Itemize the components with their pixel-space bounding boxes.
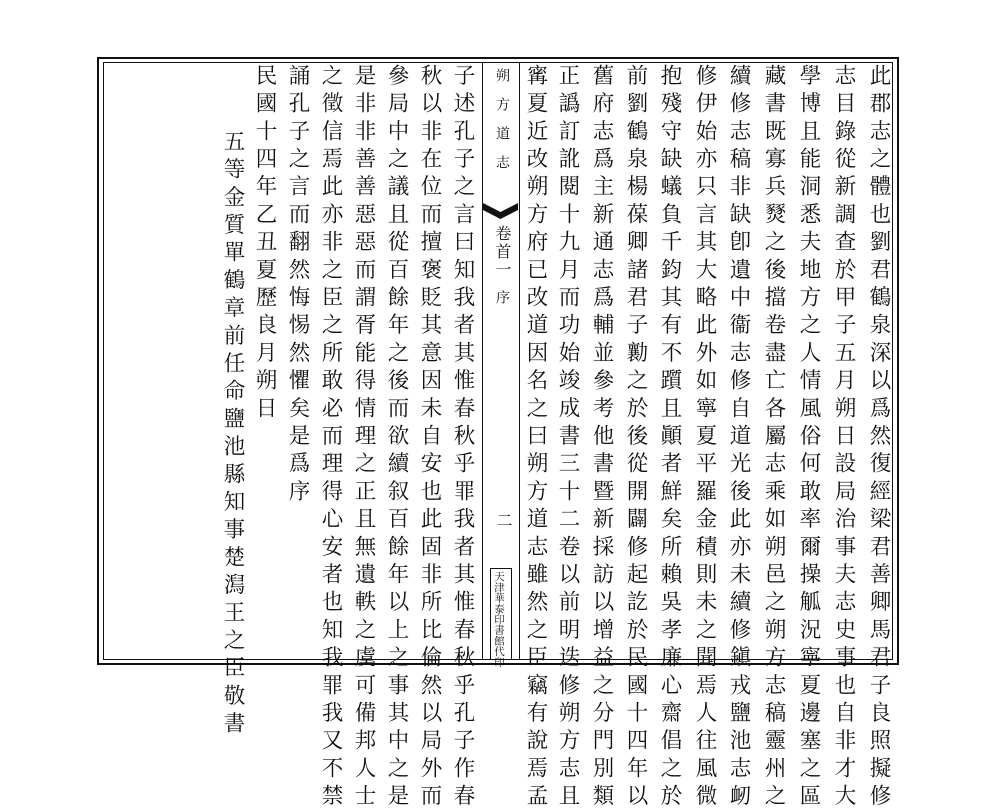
- left-column-2: 秋以非在位而擅褒貶其意因未自安也此固非所比倫然以局外而: [417, 64, 442, 812]
- spine-left-line: [482, 62, 483, 660]
- spine-right-line: [519, 62, 520, 660]
- spine-section: 序: [494, 290, 510, 306]
- left-column-4: 是非非善善惡惡而謂胥能得情理之正且無遺軼之虞可備邦人士: [351, 64, 376, 812]
- left-column-5: 之徵信焉此亦非之臣之所敢必而理得心安者也知我罪我又不禁: [318, 64, 343, 812]
- right-column-9: 舊府志爲主新通志爲輔並參考他書暨新採訪以增益之分門別類: [589, 64, 614, 812]
- spine-page-number: 二: [494, 512, 513, 530]
- right-column-8: 前劉鶴泉楊葆卿諸君子勷之於後從開闢修起訖於民國十四年以: [623, 64, 648, 812]
- left-column-3: 參局中之議且從百餘年之後而欲續叙百餘年以上之事其中之是: [384, 64, 409, 812]
- spine-book-title: 朔方道志: [494, 68, 510, 184]
- spine-publisher: 天津華泰印書館代印: [493, 571, 505, 668]
- right-column-1: 此郡志之體也劉君鶴泉深以爲然復經梁君善卿馬君子良照擬修: [866, 64, 891, 812]
- right-column-4: 藏書既寡兵燹之後擋卷盡亡各屬志乘如朔邑之朔方志稿靈州之: [761, 64, 786, 812]
- date-line: 民國十四年乙丑夏歷良月朔日: [252, 64, 277, 425]
- fish-tail-mark: [483, 203, 518, 219]
- right-column-11: 寗夏近改朔方府已改道因名之曰朔方道志雖然之臣竊有說焉孟: [523, 64, 548, 812]
- right-column-7: 抱殘守缺蟻負千鈞其有不躓且顚者鮮矣所賴吳孝廉心齋倡之於: [657, 64, 682, 812]
- left-column-6: 誦孔子之言而翻然悔惕然懼矣是爲序: [285, 64, 310, 508]
- right-column-10: 正譌訂訛閱十九月而功始竣成書三十二卷以前明迭修朔方志且: [555, 64, 580, 812]
- right-column-3: 學博且能洞悉夫地方之人情風俗何敢率爾操觚況寧夏邊塞之區: [796, 64, 821, 812]
- right-column-6: 修伊始亦只言其大略此外如寧夏平羅金積則未之聞焉人往風微: [692, 64, 717, 812]
- left-column-1: 子述孔子之言曰知我者其惟春秋乎罪我者其惟春秋乎孔子作春: [450, 64, 475, 812]
- right-column-5: 續修志稿非缺卽遺中衞志修自道光後此亦未續修鎭戎鹽池志衂: [726, 64, 751, 812]
- spine-volume: 卷首一: [493, 225, 512, 279]
- right-column-2: 志目錄從新調查於甲子五月朔日設局治事夫志史事也自非才大: [831, 64, 856, 812]
- signature-line: 五等金質單鶴章前任命鹽池縣知事楚澙王之臣敬書: [220, 130, 245, 740]
